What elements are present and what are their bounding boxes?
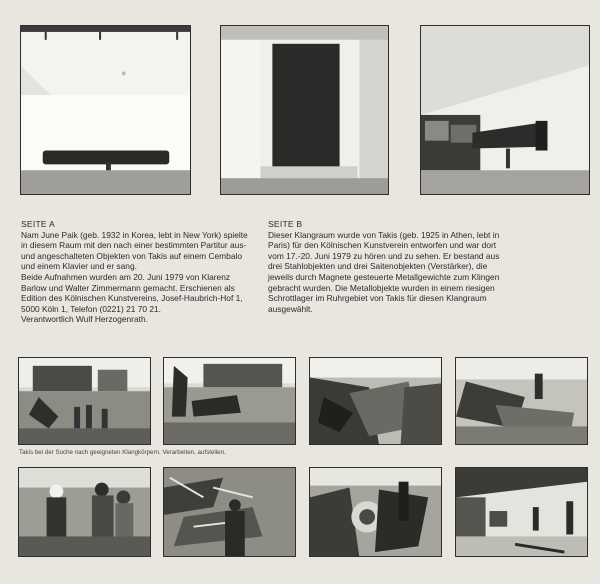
photo-exhibition-room-cone-object <box>420 25 590 195</box>
seite-a-paragraph-3: Verantwortlich Wulf Herzogenrath. <box>21 314 148 325</box>
photo-scrap-metal-parts <box>309 467 442 557</box>
seite-b-heading: SEITE B <box>268 219 303 229</box>
photo-exhibition-room-black-door <box>220 25 389 195</box>
section-seite-b <box>268 219 500 314</box>
section-seite-a <box>21 219 251 325</box>
seite-a-paragraph-2: Beide Aufnahmen wurden am 20. Juni 1979 von Klarenz Barlow und Walter Zimmermann gemacht. Erschienen als Edition des Kölnischen Kunstvereins, Josef-Haubrich-Hof 1, 5000 Köln 1, Telefon (0221) 21 70 21. <box>21 271 243 314</box>
photo-warehouse-workers <box>455 467 588 557</box>
photo-crane-grab <box>163 357 296 445</box>
photo-caption: Takis bei der Suche nach geeigneten Klangkörpern. Verarbeiten, aufstellen. <box>19 449 226 456</box>
seite-b-paragraph-1: Dieser Klangraum wurde von Takis (geb. 1925 in Athen, lebt in Paris) für den Kölnischen Kunstverein entworfen und war dort vom 17.-20. Juni 1979 zu hören und zu sehen. Er bestand aus drei Stahlobjekten und drei Saitenobjekten (Verstärker), die jeweils durch Magnete gesteuerte Metallgewichte zum Klingen gebracht wurden. Die Metallobjekte wurden in einem riesigen Schrottlager im Ruhrgebiet von Takis für diesen Klangraum ausgewählt. <box>268 229 500 314</box>
photo-scrapyard-cranes <box>18 357 151 445</box>
photo-handshake <box>18 467 151 557</box>
photo-scrap-heap-person <box>163 467 296 557</box>
seite-a-heading: SEITE A <box>21 219 55 229</box>
photo-exhibition-room-long-object <box>20 25 191 195</box>
photo-scrap-pile-cone <box>309 357 442 445</box>
photo-scrap-cone-workers <box>455 357 588 445</box>
seite-a-paragraph-1: Nam June Paik (geb. 1932 in Korea, lebt in New York) spielte in diesem Raum mit den nach einer bestimmten Partitur aus- und angeschalteten Objekten von Takis auf einem Cembalo und einem Klavier und er sang. <box>21 229 248 272</box>
